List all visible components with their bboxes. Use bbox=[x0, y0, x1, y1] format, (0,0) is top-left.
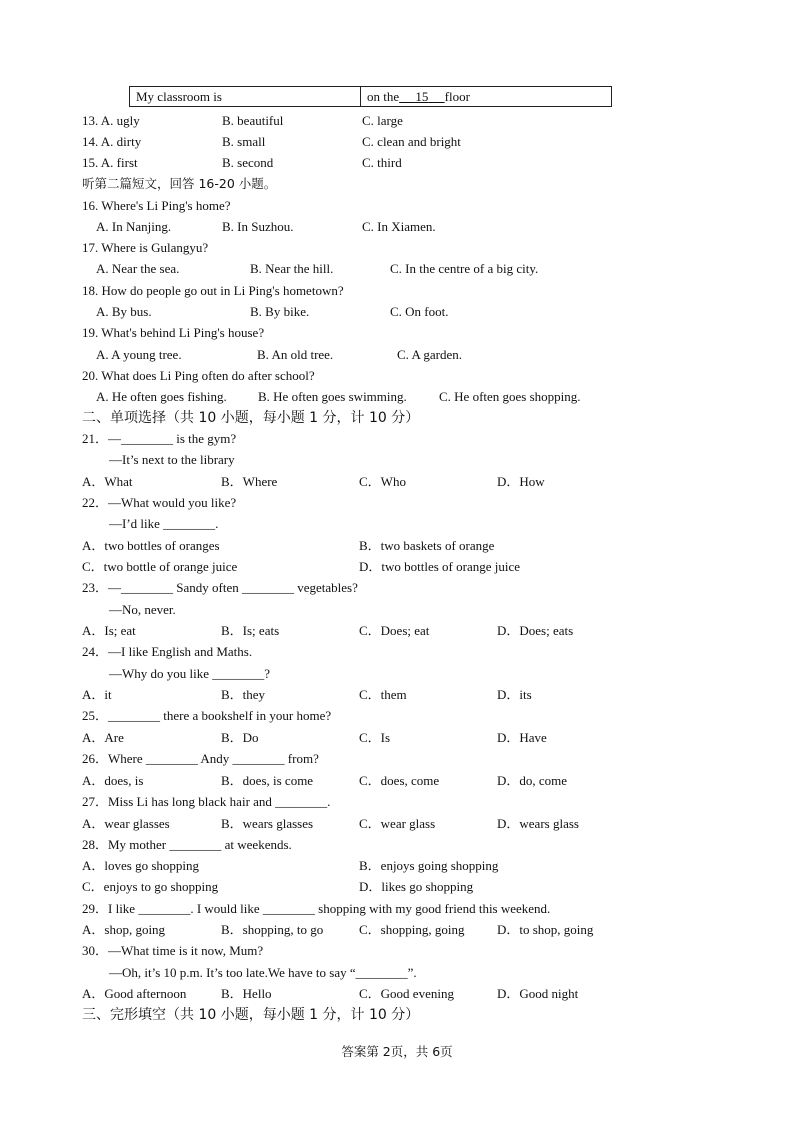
question-24-reply: —Why do you like ________? bbox=[109, 666, 271, 681]
question-30: 30．—What time is it now, Mum? bbox=[82, 943, 264, 958]
question-21-reply: —It’s next to the library bbox=[109, 452, 235, 467]
q25-option-c: C．Is bbox=[359, 730, 391, 745]
q13-option-c: C. large bbox=[362, 113, 403, 128]
q18-option-b: B. By bike. bbox=[250, 304, 310, 319]
question-number: 14. bbox=[82, 134, 99, 149]
q14-option-b: B. small bbox=[222, 134, 266, 149]
question-number: 15. bbox=[82, 155, 99, 170]
q26-option-a: A．does, is bbox=[82, 773, 144, 788]
question-28: 28．My mother ________ at weekends. bbox=[82, 837, 292, 852]
option-a: A. first bbox=[100, 155, 138, 170]
q23-option-c: C．Does; eat bbox=[359, 623, 430, 638]
q30-option-b: B．Hello bbox=[221, 986, 272, 1001]
q22-option-a: A．two bottles of oranges bbox=[82, 538, 220, 553]
q28-option-d: D．likes go shopping bbox=[359, 879, 474, 894]
question-22-reply: —I’d like ________. bbox=[109, 516, 219, 531]
q28-option-a: A．loves go shopping bbox=[82, 858, 200, 873]
q20-option-c: C. He often goes shopping. bbox=[439, 389, 581, 404]
section-2-title: 二、单项选择（共 10 小题，每小题 1 分，计 10 分） bbox=[82, 410, 420, 426]
table-right-suffix: floor bbox=[444, 89, 470, 104]
q23-option-b: B．Is; eats bbox=[221, 623, 280, 638]
q26-option-b: B．does, is come bbox=[221, 773, 314, 788]
q22-option-b: B．two baskets of orange bbox=[359, 538, 495, 553]
q25-option-d: D．Have bbox=[497, 730, 547, 745]
table-cell-right bbox=[361, 87, 612, 107]
page-footer: 答案第 2页，共 6页 bbox=[341, 1044, 453, 1059]
q16-option-a: A. In Nanjing. bbox=[96, 219, 172, 234]
question-20: 20. What does Li Ping often do after school? bbox=[82, 368, 315, 383]
q27-option-a: A．wear glasses bbox=[82, 816, 170, 831]
question-26: 26．Where ________ Andy ________ from? bbox=[82, 751, 319, 766]
q13-option-b: B. beautiful bbox=[222, 113, 284, 128]
q28-option-c: C．enjoys to go shopping bbox=[82, 879, 219, 894]
q16-option-c: C. In Xiamen. bbox=[362, 219, 436, 234]
q18-option-c: C. On foot. bbox=[390, 304, 449, 319]
question-21: 21．—________ is the gym? bbox=[82, 431, 237, 446]
q24-option-b: B．they bbox=[221, 687, 266, 702]
question-30-reply: —Oh, it’s 10 p.m. It’s too late.We have to say “________”. bbox=[109, 965, 417, 980]
question-16: 16. Where's Li Ping's home? bbox=[82, 198, 231, 213]
floor-answer-blank bbox=[399, 89, 445, 104]
q19-option-b: B. An old tree. bbox=[257, 347, 334, 362]
question-24: 24．—I like English and Maths. bbox=[82, 644, 253, 659]
q29-option-c: C．shopping, going bbox=[359, 922, 465, 937]
question-13 bbox=[82, 113, 140, 129]
q24-option-c: C．them bbox=[359, 687, 407, 702]
q29-option-b: B．shopping, to go bbox=[221, 922, 324, 937]
table-right-prefix: on the bbox=[367, 89, 400, 104]
q25-option-b: B．Do bbox=[221, 730, 259, 745]
q23-option-d: D．Does; eats bbox=[497, 623, 574, 638]
q21-option-a: A．What bbox=[82, 474, 133, 489]
q23-option-a: A．Is; eat bbox=[82, 623, 136, 638]
q17-option-a: A. Near the sea. bbox=[96, 261, 180, 276]
q27-option-c: C．wear glass bbox=[359, 816, 436, 831]
section-3-title: 三、完形填空（共 10 小题，每小题 1 分，计 10 分） bbox=[82, 1007, 420, 1023]
q25-option-a: A．Are bbox=[82, 730, 124, 745]
q20-option-a: A. He often goes fishing. bbox=[96, 389, 227, 404]
table-cell-left: My classroom is bbox=[130, 87, 361, 107]
question-15 bbox=[82, 155, 138, 171]
q27-option-b: B．wears glasses bbox=[221, 816, 314, 831]
q19-option-a: A. A young tree. bbox=[96, 347, 182, 362]
q30-option-c: C．Good evening bbox=[359, 986, 454, 1001]
q21-option-b: B．Where bbox=[221, 474, 278, 489]
q15-option-b: B. second bbox=[222, 155, 274, 170]
q28-option-b: B．enjoys going shopping bbox=[359, 858, 499, 873]
q17-option-b: B. Near the hill. bbox=[250, 261, 334, 276]
q22-option-d: D．two bottles of orange juice bbox=[359, 559, 521, 574]
question-23-reply: —No, never. bbox=[109, 602, 176, 617]
q30-option-d: D．Good night bbox=[497, 986, 579, 1001]
q21-option-d: D．How bbox=[497, 474, 545, 489]
q21-option-c: C．Who bbox=[359, 474, 406, 489]
question-23: 23．—________ Sandy often ________ vegetables? bbox=[82, 580, 358, 595]
q29-option-d: D．to shop, going bbox=[497, 922, 594, 937]
q14-option-c: C. clean and bright bbox=[362, 134, 461, 149]
table-row bbox=[130, 87, 612, 107]
question-number: 13. bbox=[82, 113, 99, 128]
question-29: 29．I like ________. I would like ________ shopping with my good friend this weekend. bbox=[82, 901, 551, 916]
question-25: 25．________ there a bookshelf in your home? bbox=[82, 708, 332, 723]
question-18: 18. How do people go out in Li Ping's hometown? bbox=[82, 283, 344, 298]
classroom-floor-table bbox=[129, 86, 612, 107]
q17-option-c: C. In the centre of a big city. bbox=[390, 261, 539, 276]
question-22: 22．—What would you like? bbox=[82, 495, 237, 510]
q29-option-a: A．shop, going bbox=[82, 922, 166, 937]
q24-option-a: A．it bbox=[82, 687, 112, 702]
q22-option-c: C．two bottle of orange juice bbox=[82, 559, 238, 574]
q24-option-d: D．its bbox=[497, 687, 532, 702]
option-a: A. ugly bbox=[100, 113, 140, 128]
q18-option-a: A. By bus. bbox=[96, 304, 152, 319]
q19-option-c: C. A garden. bbox=[397, 347, 462, 362]
q20-option-b: B. He often goes swimming. bbox=[258, 389, 407, 404]
q26-option-d: D．do, come bbox=[497, 773, 568, 788]
q15-option-c: C. third bbox=[362, 155, 402, 170]
q16-option-b: B. In Suzhou. bbox=[222, 219, 294, 234]
q30-option-a: A．Good afternoon bbox=[82, 986, 187, 1001]
question-14 bbox=[82, 134, 141, 150]
q26-option-c: C．does, come bbox=[359, 773, 440, 788]
question-27: 27．Miss Li has long black hair and ________. bbox=[82, 794, 331, 809]
q27-option-d: D．wears glass bbox=[497, 816, 579, 831]
question-17: 17. Where is Gulangyu? bbox=[82, 240, 209, 255]
floor-answer: 15 bbox=[415, 89, 429, 104]
listening-part2-intro: 听第二篇短文，回答 16-20 小题。 bbox=[82, 176, 277, 191]
option-a: A. dirty bbox=[100, 134, 142, 149]
question-19: 19. What's behind Li Ping's house? bbox=[82, 325, 265, 340]
